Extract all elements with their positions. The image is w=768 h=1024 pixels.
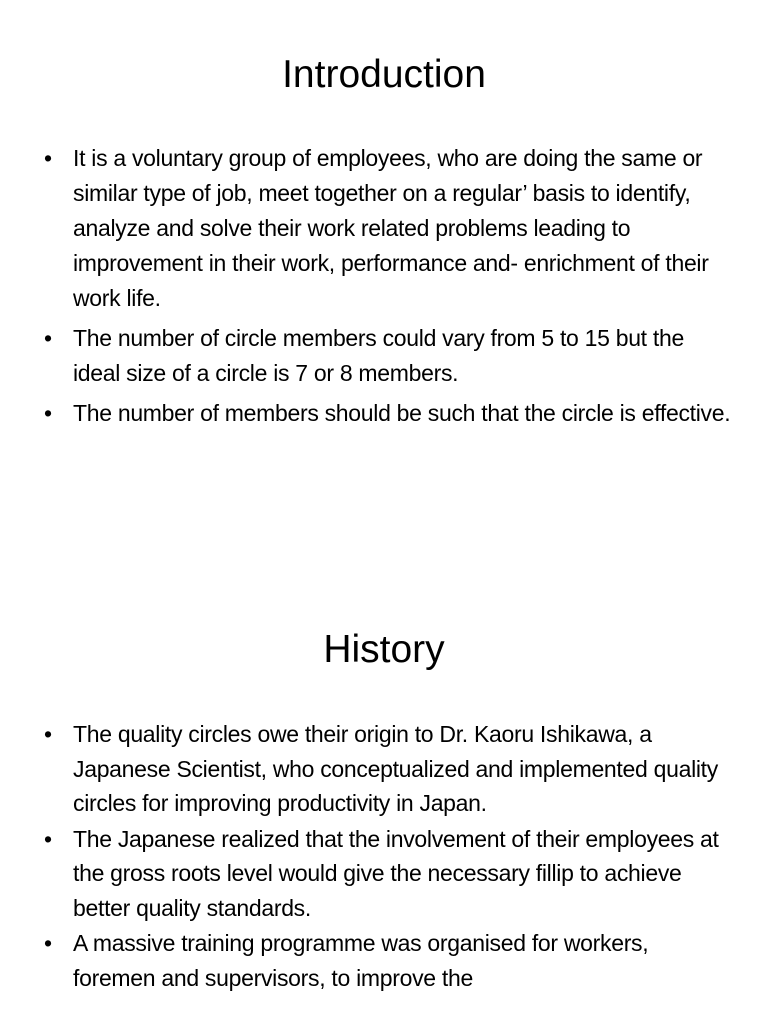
- bullet-dot-icon: •: [44, 825, 52, 852]
- bullet-text: The Japanese realized that the involvement of their employees at the gross roots level would give the necessary fillip to achieve better quality standards.: [73, 825, 719, 921]
- bullet-dot-icon: •: [44, 325, 52, 351]
- bullet-dot-icon: •: [44, 930, 52, 956]
- bullet-item: [44, 321, 734, 391]
- bullet-text: The quality circles owe their origin to Dr. Kaoru Ishikawa, a Japanese Scientist, who conceptualized and implemented quality circles for improving productivity in Japan.: [73, 721, 718, 816]
- bullet-item: [44, 396, 734, 431]
- slide-history: [0, 576, 768, 1024]
- bullet-list: [44, 717, 734, 996]
- bullet-dot-icon: •: [44, 721, 52, 747]
- bullet-item: [44, 141, 734, 316]
- slide-title: Introduction: [282, 53, 486, 96]
- bullet-item: [44, 717, 734, 821]
- bullet-item: [44, 926, 734, 995]
- bullet-text: A massive training programme was organised for workers, foremen and supervisors, to improve the: [73, 930, 649, 991]
- bullet-dot-icon: •: [44, 400, 52, 426]
- slide-title: History: [323, 628, 445, 671]
- bullet-text: It is a voluntary group of employees, who are doing the same or similar type of job, meet together on a regular’ basis to identify, analyze and solve their work related problems leading to improvement in their work, performance and- enrichment of their work life.: [73, 145, 709, 311]
- bullet-text: The number of circle members could vary from 5 to 15 but the ideal size of a circle is 7 or 8 members.: [73, 325, 684, 386]
- bullet-list: [44, 141, 734, 436]
- bullet-dot-icon: •: [44, 145, 52, 171]
- bullet-item: [44, 822, 734, 926]
- bullet-text: The number of members should be such that the circle is effective.: [73, 400, 731, 426]
